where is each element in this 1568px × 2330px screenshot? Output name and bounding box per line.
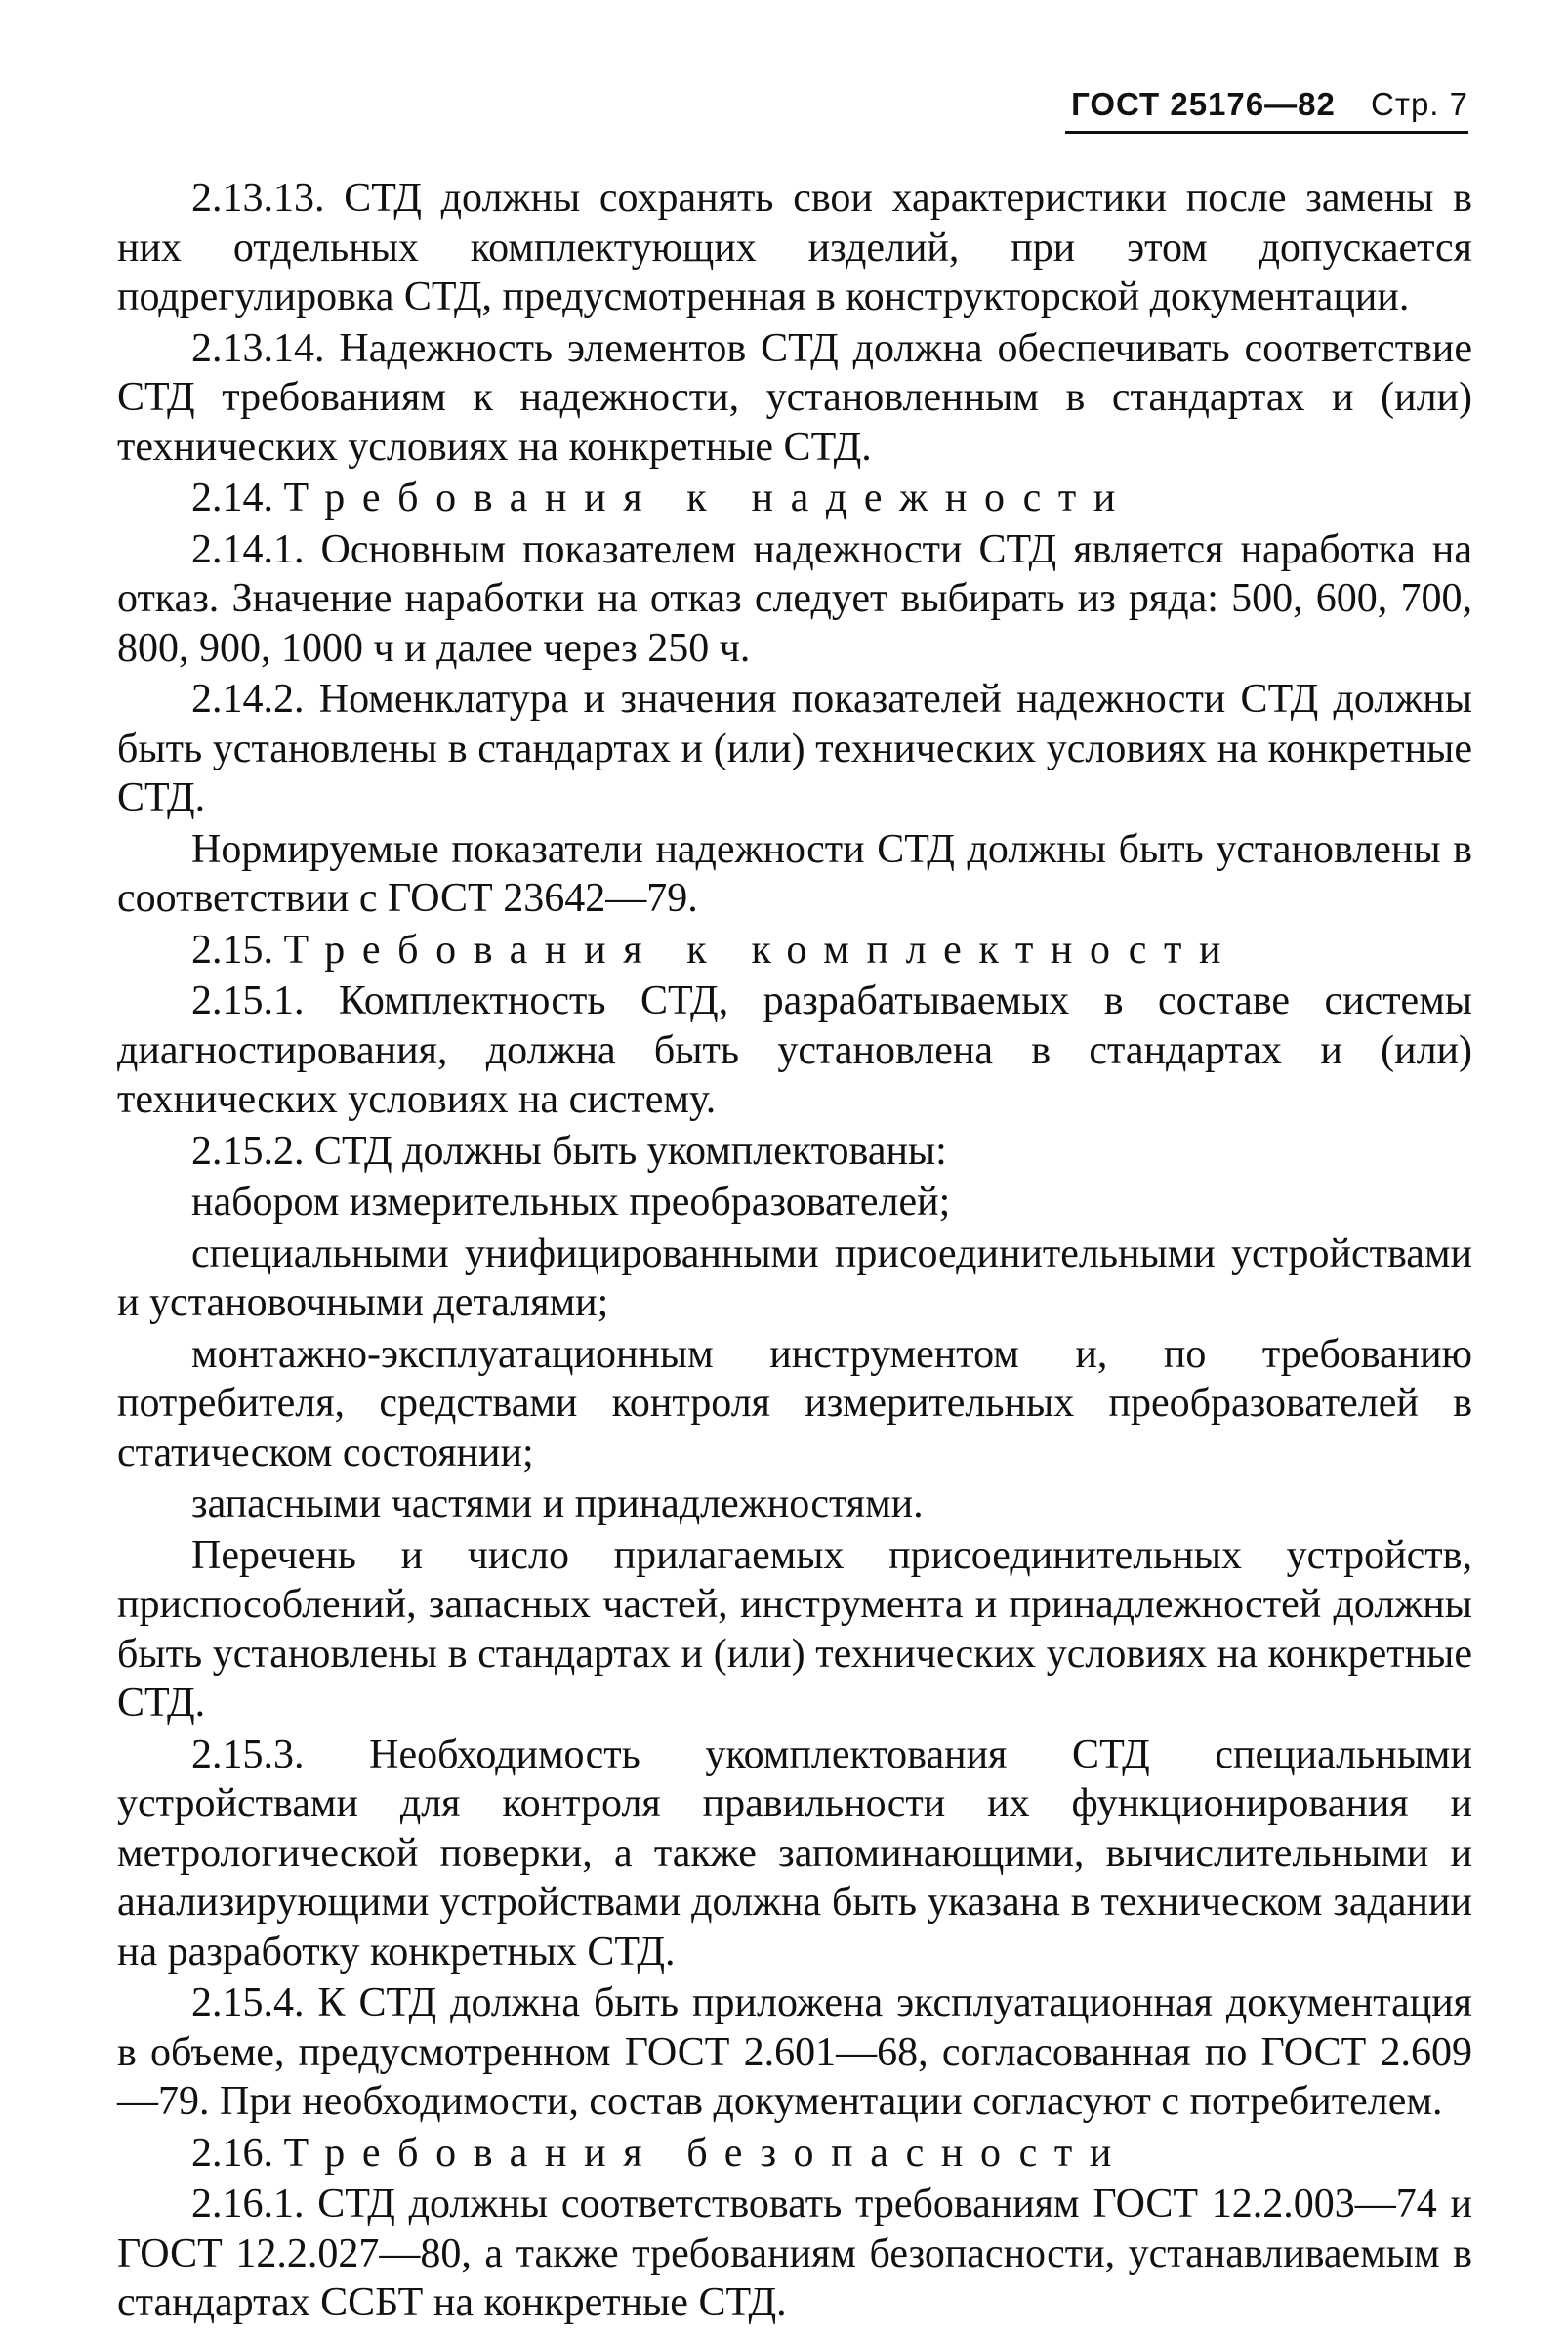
page-number: Стр. 7 — [1371, 86, 1468, 122]
section-number: 2.14. — [191, 476, 273, 520]
paragraph-2-15-2: 2.15.2. СТД должны быть укомплектованы: — [191, 1128, 947, 1174]
list-item: монтажно-эксплуатационным инструментом и, по требованию потребителя, средствами контроля измерительных преобразователей в статическом состоянии; — [117, 1331, 1472, 1476]
section-title: Требования к комплектности — [283, 927, 1239, 973]
paragraph-2-15-4: 2.15.4. К СТД должна быть приложена эксплуатационная документация в объеме, предусмотренном ГОСТ 2.601—68, согласованная по ГОСТ 2.609—79. При необходимости, состав документации согласуют с потребителем. — [117, 1980, 1472, 2124]
list-item: запасными частями и принадлежностями. — [191, 1481, 924, 1526]
page-header — [1065, 86, 1468, 134]
section-heading-2-15 — [117, 926, 1472, 976]
paragraph-2-15-1: 2.15.1. Комплектность СТД, разрабатываемых в составе системы диагностирования, должна быть установлена в стандартах и (или) технических условиях на систему. — [117, 978, 1472, 1122]
section-number: 2.15. — [191, 927, 273, 973]
paragraph-2-14-1: 2.14.1. Основным показателем надежности СТД является наработка на отказ. Значение наработки на отказ следует выбирать из ряда: 500, 600, 700, 800, 900, 1000 ч и далее через 250 ч. — [117, 526, 1472, 671]
paragraph-2-14-2: 2.14.2. Номенклатура и значения показателей надежности СТД должны быть установлены в стандартах и (или) технических условиях на конкретные СТД. — [117, 677, 1472, 820]
section-heading-2-16 — [117, 2129, 1472, 2179]
section-title: Требования к надежности — [283, 476, 1134, 520]
section-number: 2.16. — [191, 2130, 273, 2176]
document-body — [117, 174, 1472, 2330]
paragraph-2-14-2-cont: Нормируемые показатели надежности СТД должны быть установлены в соответствии с ГОСТ 23642—79. — [117, 826, 1472, 921]
list-item: набором измерительных преобразователей; — [191, 1180, 951, 1225]
paragraph-2-15-2-cont: Перечень и число прилагаемых присоединительных устройств, приспособлений, запасных частей, инструмента и принадлежностей должны быть установлены в стандартах и (или) технических условиях на конкретные СТД. — [117, 1532, 1472, 1726]
paragraph-2-15-3: 2.15.3. Необходимость укомплектования СТД специальными устройствами для контроля правильности их функционирования и метрологической поверки, а также запоминающими, вычислительными и анализирующими устройствами должна быть указана в техническом задании на разработку конкретных СТД. — [117, 1731, 1472, 1975]
standard-number: ГОСТ 25176—82 — [1071, 86, 1336, 122]
section-title: Требования безопасности — [283, 2130, 1130, 2176]
paragraph-2-16-1: 2.16.1. СТД должны соответствовать требованиям ГОСТ 12.2.003—74 и ГОСТ 12.2.027—80, а также требованиям безопасности, устанавливаемым в стандартах ССБТ на конкретные СТД. — [117, 2182, 1472, 2325]
paragraph-2-13-14: 2.13.14. Надежность элементов СТД должна обеспечивать соответствие СТД требованиям к надежности, установленным в стандартах и (или) технических условиях на конкретные СТД. — [117, 325, 1472, 470]
paragraph-2-13-13: 2.13.13. СТД должны сохранять свои характеристики после замены в них отдельных комплектующих изделий, при этом допускается подрегулировка СТД, предусмотренная в конструкторской документации. — [117, 176, 1472, 319]
list-item: специальными унифицированными присоединительными устройствами и установочными деталями; — [117, 1230, 1472, 1325]
section-heading-2-14 — [117, 474, 1472, 523]
